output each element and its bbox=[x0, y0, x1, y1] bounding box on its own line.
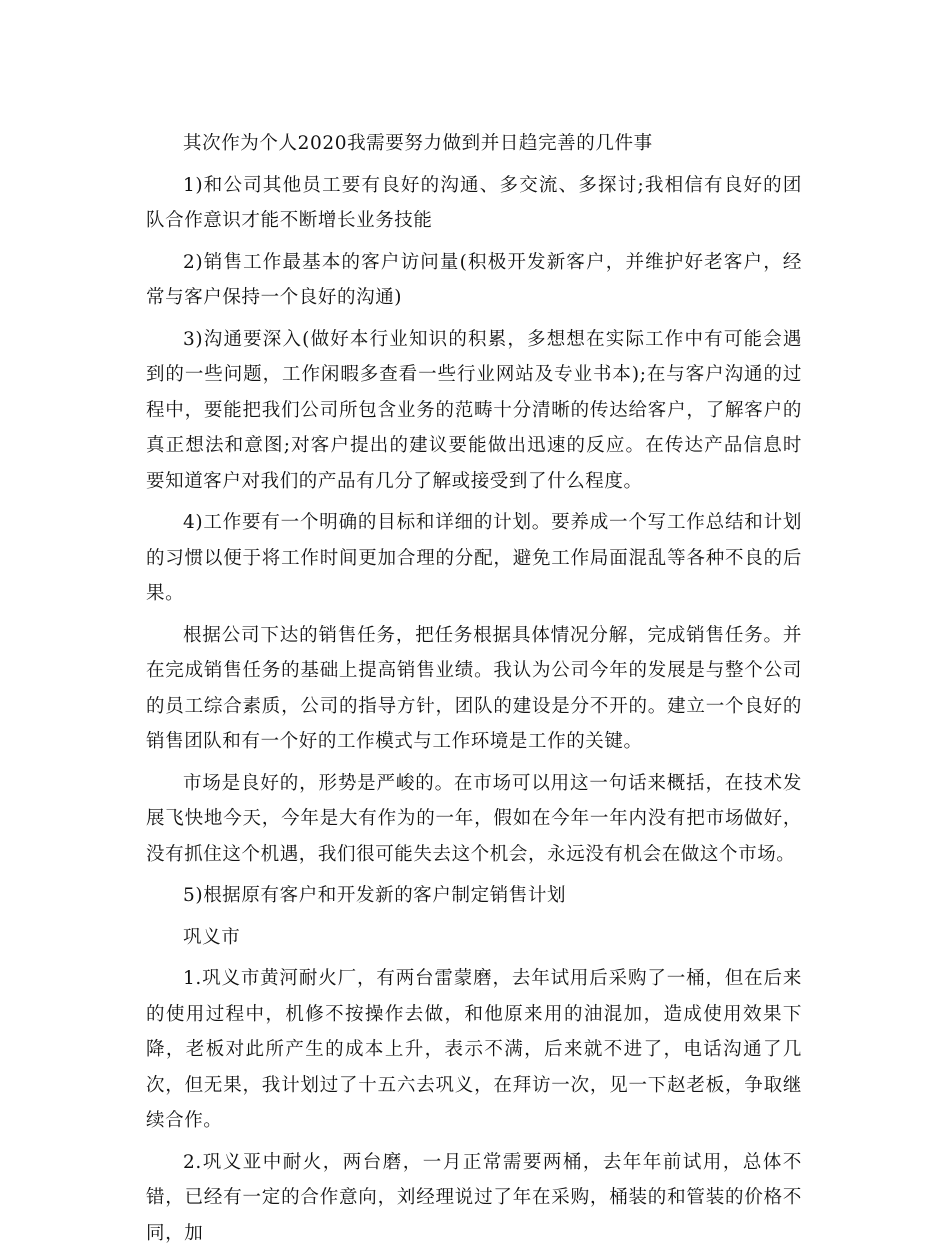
document-body bbox=[146, 126, 802, 1257]
paragraph-item-3: 3)沟通要深入(做好本行业知识的积累，多想想在实际工作中有可能会遇到的一些问题，工作闲暇多查看一些行业网站及专业书本);在与客户沟通的过程中，要能把我们公司所包含业务的范畴十分清晰的传达给客户，了解客户的真正想法和意图;对客户提出的建议要能做出迅速的反应。在传达产品信息时要知道客户对我们的产品有几分了解或接受到了什么程度。 bbox=[146, 328, 802, 492]
paragraph-market: 市场是良好的，形势是严峻的。在市场可以用这一句话来概括，在技术发展飞快地今天，今年是大有作为的一年，假如在今年一年内没有把市场做好，没有抓住这个机遇，我们很可能失去这个机会，永远没有机会在做这个市场。 bbox=[146, 772, 802, 865]
paragraph-client-1: 1.巩义市黄河耐火厂，有两台雷蒙磨，去年试用后采购了一桶，但在后来的使用过程中，机修不按操作去做，和他原来用的油混加，造成使用效果下降，老板对此所产生的成本上升，表示不满，后来就不进了，电话沟通了几次，但无果，我计划过了十五六去巩义，在拜访一次，见一下赵老板，争取继续合作。 bbox=[146, 968, 802, 1131]
paragraph-region-heading: 巩义市 bbox=[183, 926, 241, 948]
paragraph-item-5: 5)根据原有客户和开发新的客户制定销售计划 bbox=[183, 885, 567, 906]
paragraph-sales-task: 根据公司下达的销售任务，把任务根据具体情况分解，完成销售任务。并在完成销售任务的基础上提高销售业绩。我认为公司今年的发展是与整个公司的员工综合素质，公司的指导方针，团队的建设是分不开的。建立一个良好的销售团队和有一个好的工作模式与工作环境是工作的关键。 bbox=[146, 624, 802, 752]
paragraph-item-2: 2)销售工作最基本的客户访问量(积极开发新客户，并维护好老客户，经常与客户保持一个良好的沟通) bbox=[146, 251, 802, 308]
paragraph-intro: 其次作为个人2020我需要努力做到并日趋完善的几件事 bbox=[183, 133, 653, 154]
paragraph-item-4: 4)工作要有一个明确的目标和详细的计划。要养成一个写工作总结和计划的习惯以便于将工作时间更加合理的分配，避免工作局面混乱等各种不良的后果。 bbox=[146, 512, 802, 604]
paragraph-item-1: 1)和公司其他员工要有良好的沟通、多交流、多探讨;我相信有良好的团队合作意识才能不断增长业务技能 bbox=[146, 174, 802, 231]
paragraph-client-2: 2.巩义亚中耐火，两台磨，一月正常需要两桶，去年年前试用，总体不错，已经有一定的合作意向，刘经理说过了年在采购，桶装的和管装的价格不同，加 bbox=[146, 1151, 802, 1244]
